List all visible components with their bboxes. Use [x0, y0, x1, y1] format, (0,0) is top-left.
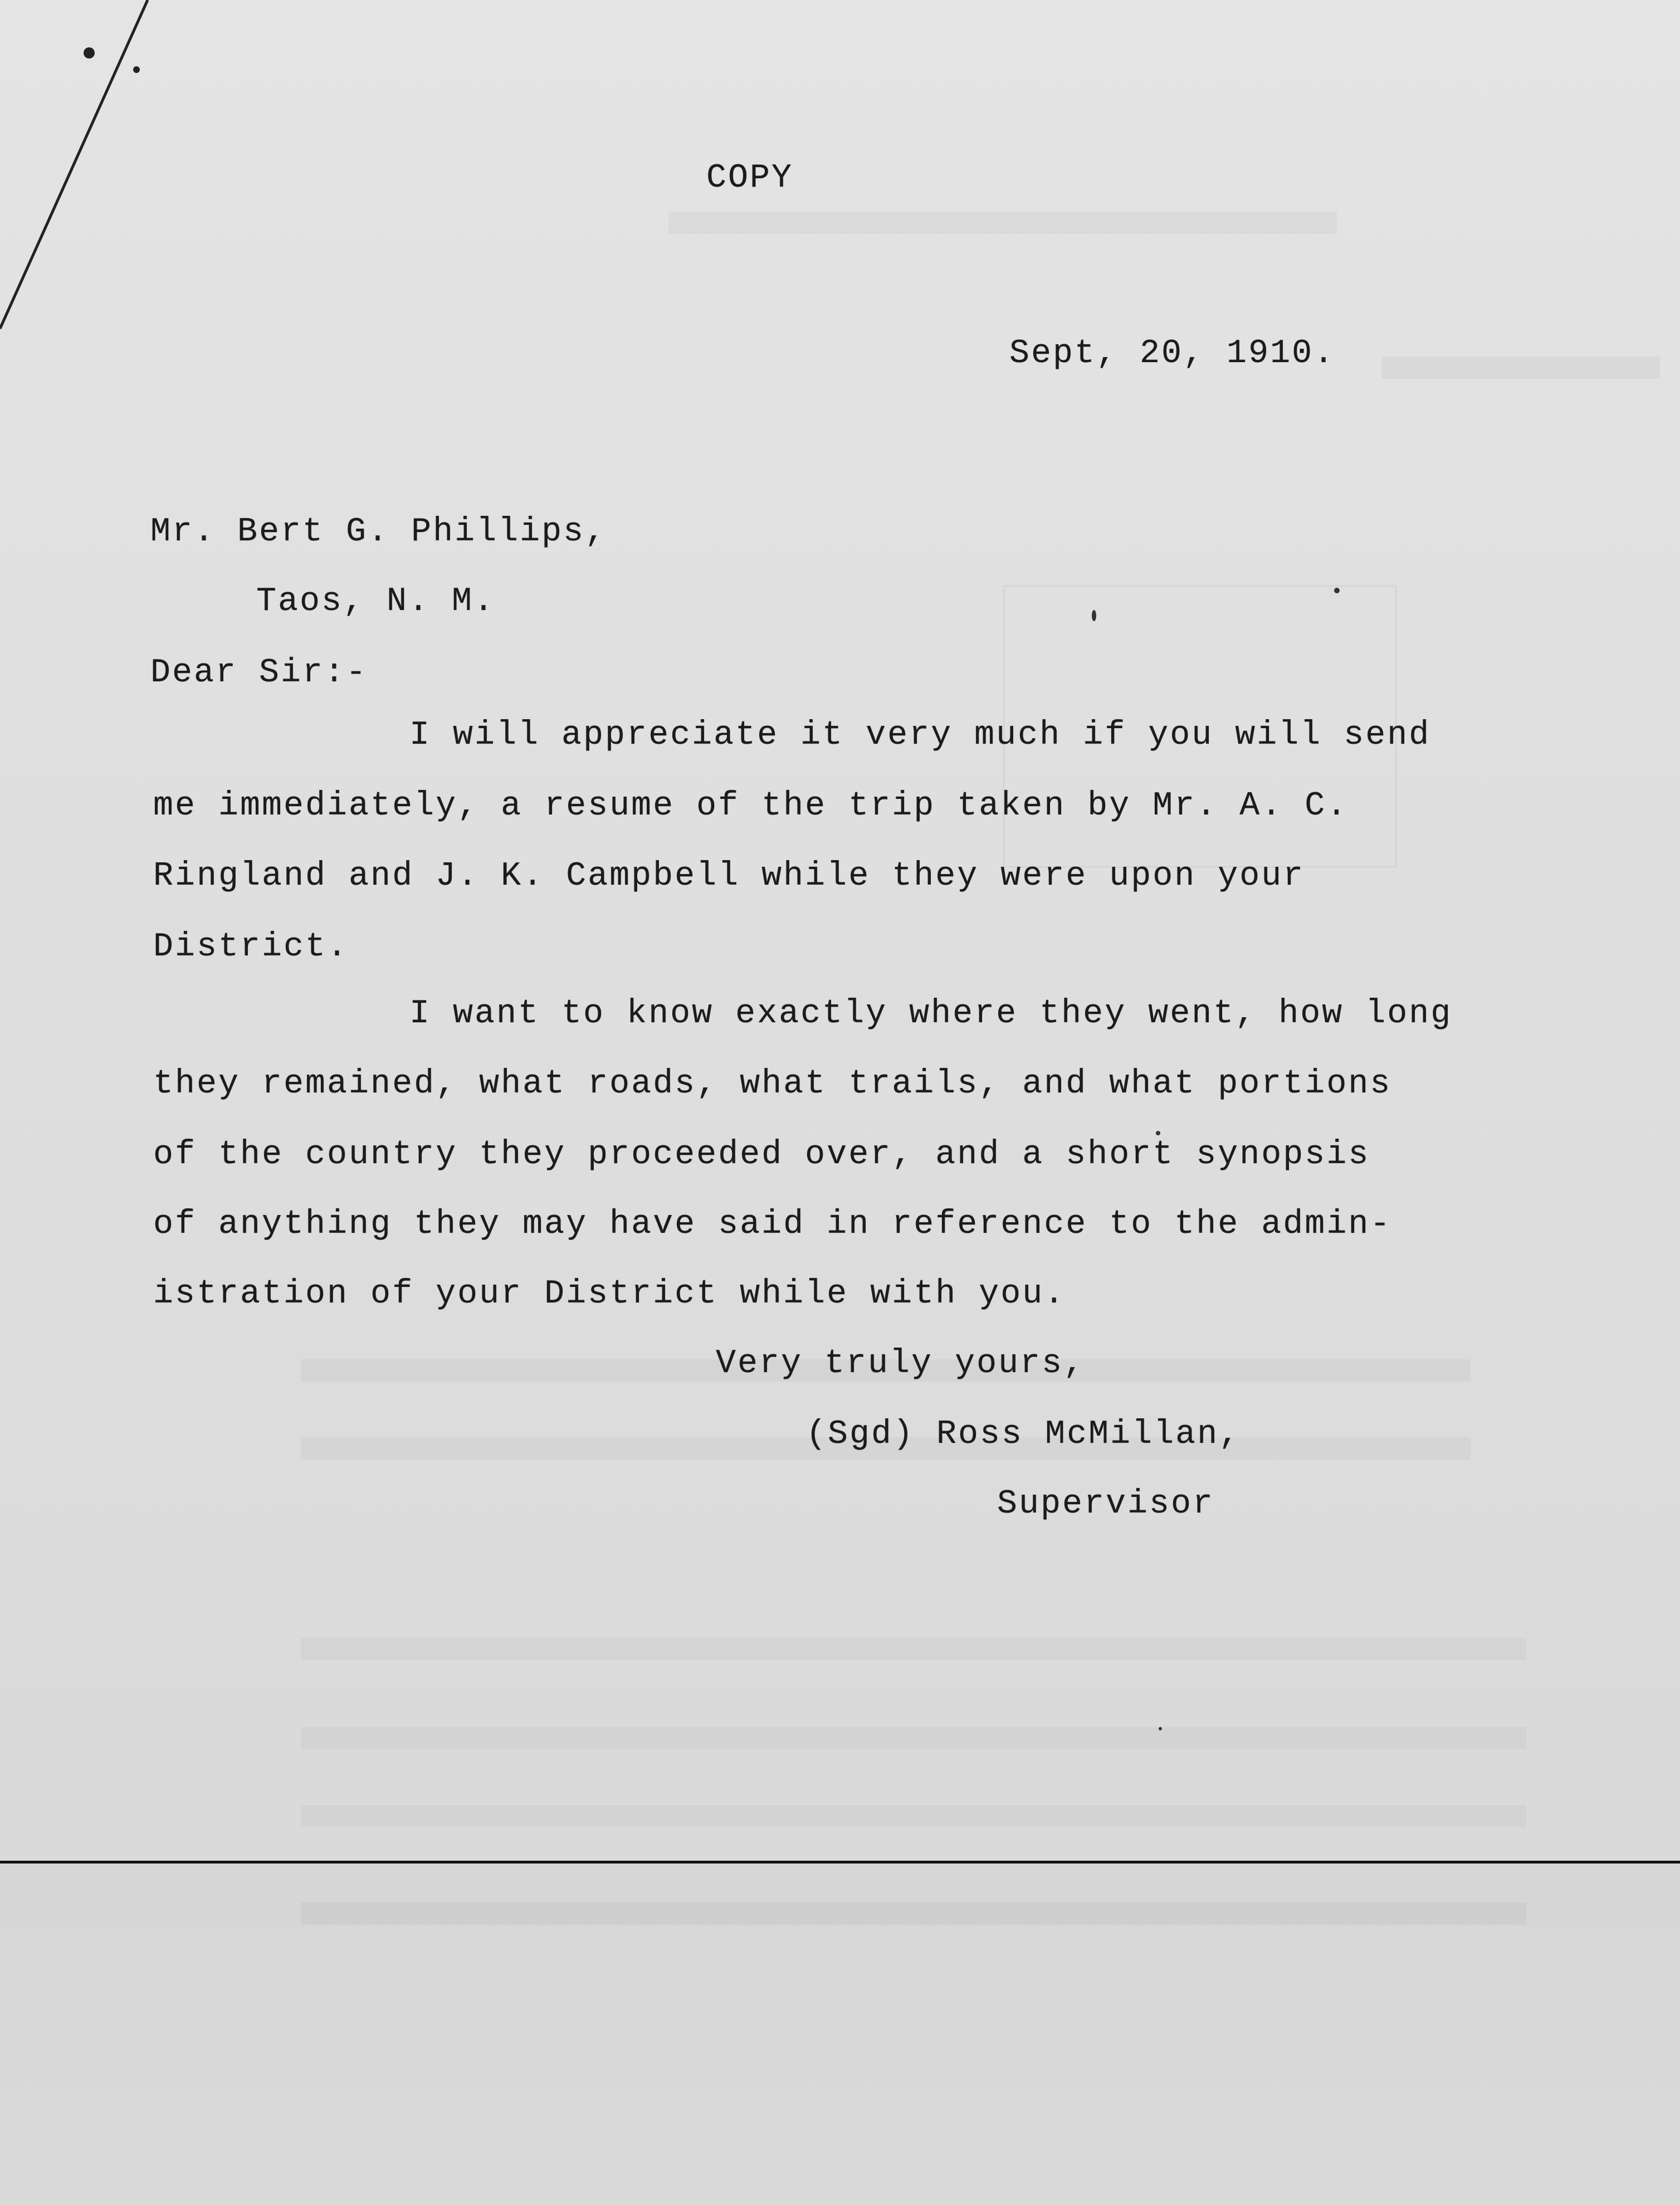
bleed-through-smudge — [668, 212, 1337, 234]
paragraph-2-line: of the country they proceeded over, and a short synopsis — [153, 1136, 1370, 1174]
bleed-through-smudge — [301, 1638, 1526, 1660]
paragraph-1-line: me immediately, a resume of the trip taken by Mr. A. C. — [153, 787, 1349, 825]
dust-speck — [1156, 1131, 1160, 1135]
signer-title: Supervisor — [997, 1485, 1215, 1523]
paragraph-2-line: they remained, what roads, what trails, and what portions — [153, 1065, 1392, 1103]
paragraph-2-line: istration of your District while with you. — [153, 1275, 1066, 1313]
dust-speck — [1159, 1727, 1162, 1730]
paragraph-2-line: I want to know exactly where they went, how long — [409, 995, 1453, 1033]
paragraph-1-line: Ringland and J. K. Campbell while they were upon your — [153, 857, 1305, 895]
letter-date: Sept, 20, 1910. — [1009, 335, 1336, 373]
salutation: Dear Sir:- — [150, 654, 368, 692]
bleed-through-smudge — [1381, 357, 1660, 379]
recipient-name: Mr. Bert G. Phillips, — [150, 513, 607, 551]
paragraph-1-line: I will appreciate it very much if you will send — [409, 716, 1431, 754]
recipient-location: Taos, N. M. — [256, 583, 496, 621]
bleed-through-smudge — [301, 1727, 1526, 1749]
bleed-through-smudge — [301, 1805, 1526, 1827]
paragraph-1-line: District. — [153, 928, 349, 966]
copy-header: COPY — [706, 159, 794, 197]
torn-corner-edge — [0, 0, 167, 345]
signature: (Sgd) Ross McMillan, — [806, 1416, 1241, 1453]
underlying-sheet — [0, 1863, 1680, 2205]
dust-speck — [1334, 588, 1340, 593]
bleed-through-smudge — [301, 1902, 1526, 1925]
closing: Very truly yours, — [716, 1345, 1086, 1383]
paragraph-2-line: of anything they may have said in reference to the admin- — [153, 1206, 1392, 1243]
dust-speck — [1092, 610, 1096, 621]
